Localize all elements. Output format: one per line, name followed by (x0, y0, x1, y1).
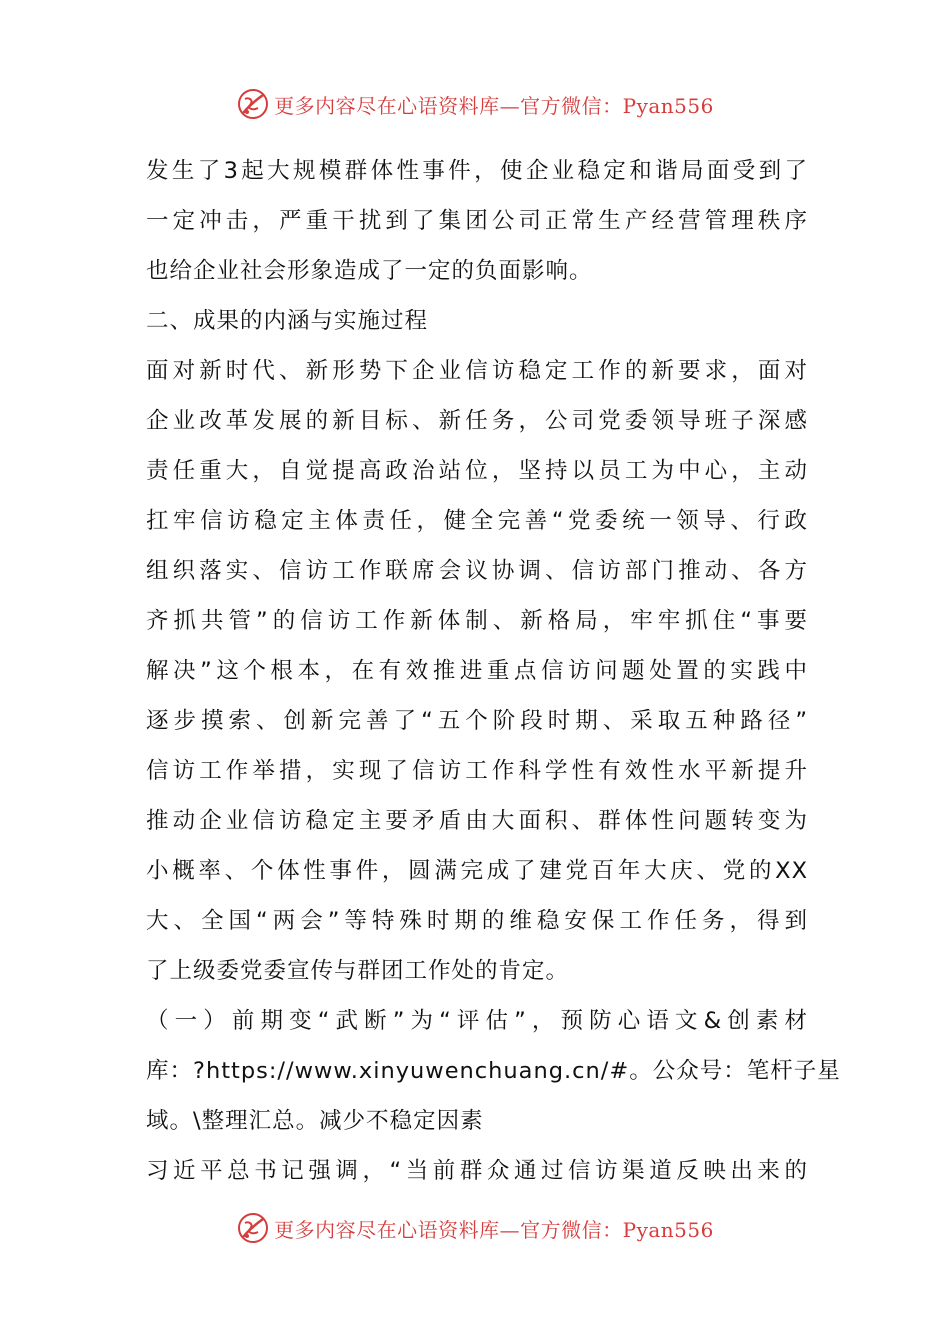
text-line: 大、全国“两会”等特殊时期的维稳安保工作任务，得到 (146, 908, 808, 934)
text-line: 扛牢信访稳定主体责任，健全完善“党委统一领导、行政 (146, 508, 808, 534)
text-line: 库：?https://www.xinyuwenchuang.cn/#。公众号：笔杆子星 (146, 1058, 841, 1084)
watermark-text: 更多内容尽在心语资料库—官方微信：Pyan556 (274, 1217, 714, 1242)
text-line: 面对新时代、新形势下企业信访稳定工作的新要求，面对 (146, 358, 808, 384)
text-line: 习近平总书记强调，“当前群众通过信访渠道反映出来的 (146, 1158, 808, 1184)
text-line: 也给企业社会形象造成了一定的负面影响。 (146, 258, 593, 284)
text-line: 责任重大，自觉提高政治站位，坚持以员工为中心，主动 (146, 458, 808, 484)
text-line: 一定冲击，严重干扰到了集团公司正常生产经营管理秩序 (146, 208, 808, 234)
section-heading: 二、成果的内涵与实施过程 (146, 308, 429, 334)
subsection-heading: （一）前期变“武断”为“评估”，预防心语文&创素材 (146, 1008, 808, 1034)
watermark-text: 更多内容尽在心语资料库—官方微信：Pyan556 (274, 93, 714, 118)
text-line: 了上级委党委宣传与群团工作处的肯定。 (146, 958, 570, 984)
text-line: 组织落实、信访工作联席会议协调、信访部门推动、各方 (146, 558, 808, 584)
text-line: 域。\整理汇总。减少不稳定因素 (146, 1108, 484, 1134)
text-line: 企业改革发展的新目标、新任务，公司党委领导班子深感 (146, 408, 808, 434)
text-line: 齐抓共管”的信访工作新体制、新格局，牢牢抓住“事要 (146, 608, 808, 634)
watermark-banner-top (0, 84, 950, 124)
text-line: 信访工作举措，实现了信访工作科学性有效性水平新提升 (146, 758, 808, 784)
text-line: 推动企业信访稳定主要矛盾由大面积、群体性问题转变为 (146, 808, 808, 834)
pen-logo-icon (236, 1211, 270, 1245)
document-body (146, 146, 841, 1196)
watermark-banner-bottom (0, 1208, 950, 1248)
text-line: 发生了3起大规模群体性事件，使企业稳定和谐局面受到了 (146, 158, 808, 184)
text-line: 小概率、个体性事件，圆满完成了建党百年大庆、党的XX (146, 858, 808, 884)
text-line: 解决”这个根本，在有效推进重点信访问题处置的实践中 (146, 658, 808, 684)
pen-logo-icon (236, 87, 270, 121)
text-line: 逐步摸索、创新完善了“五个阶段时期、采取五种路径” (146, 708, 808, 734)
